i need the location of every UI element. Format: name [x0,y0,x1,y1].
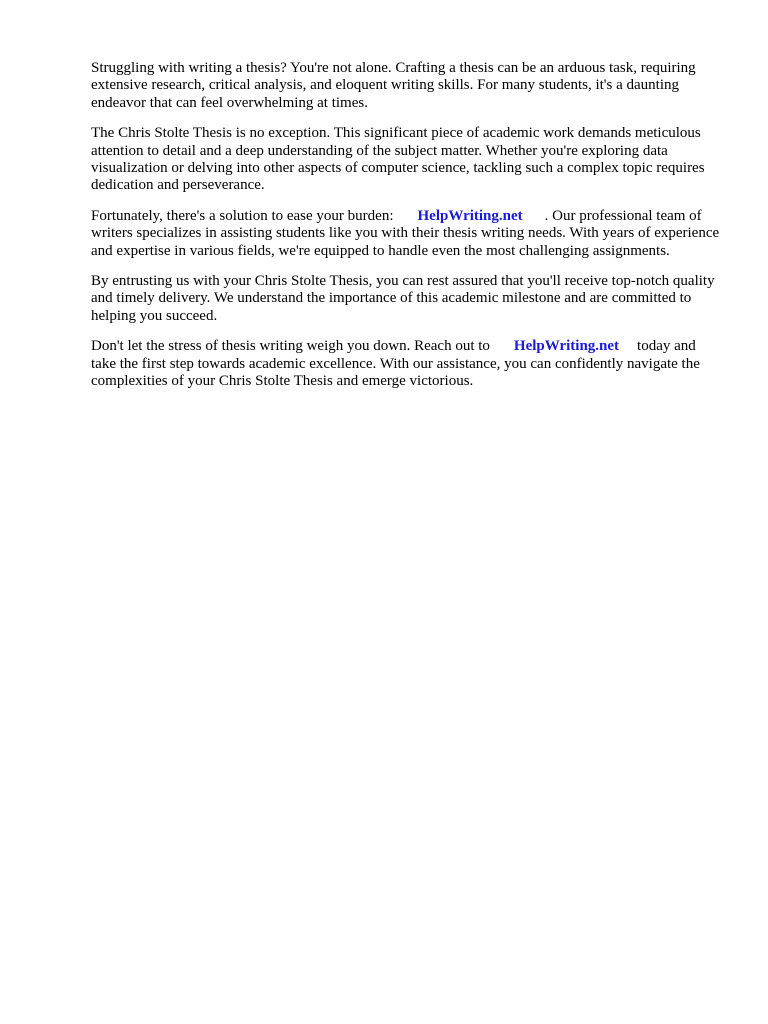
paragraph-call-to-action [91,338,723,390]
paragraph-solution-text-after: . Our professional team of writers specializes in assisting students like you with their thesis writing needs. With years of experience and expertise in various fields, we're equipped to handle even the most challenging assignments. [91,207,720,259]
paragraph-intro: Struggling with writing a thesis? You're not alone. Crafting a thesis can be an arduous task, requiring extensive research, critical analysis, and eloquent writing skills. For many students, it's a daunting endeavor that can feel overwhelming at times. [91,60,696,111]
document-page [91,60,723,404]
helpwriting-link-1[interactable]: HelpWriting.net [417,207,523,224]
paragraph-cta-text-before: Don't let the stress of thesis writing weigh you down. Reach out to [91,338,490,355]
paragraph-solution [91,208,723,260]
paragraph-assurance: By entrusting us with your Chris Stolte Thesis, you can rest assured that you'll receive top-notch quality and timely delivery. We understand the importance of this academic milestone and are committed to helping you succeed. [91,273,715,324]
paragraph-thesis-description: The Chris Stolte Thesis is no exception. This significant piece of academic work demands meticulous attention to detail and a deep understanding of the subject matter. Whether you're exploring data visualization or delving into other aspects of computer science, tackling such a complex topic requires dedication and perseverance. [91,125,705,194]
helpwriting-link-2[interactable]: HelpWriting.net [513,338,620,355]
paragraph-solution-text-before: Fortunately, there's a solution to ease your burden: [91,207,394,224]
paragraph-cta-text-after: today and take the first step towards academic excellence. With our assistance, you can confidently navigate the complexities of your Chris Stolte Thesis and emerge victorious. [91,338,700,390]
